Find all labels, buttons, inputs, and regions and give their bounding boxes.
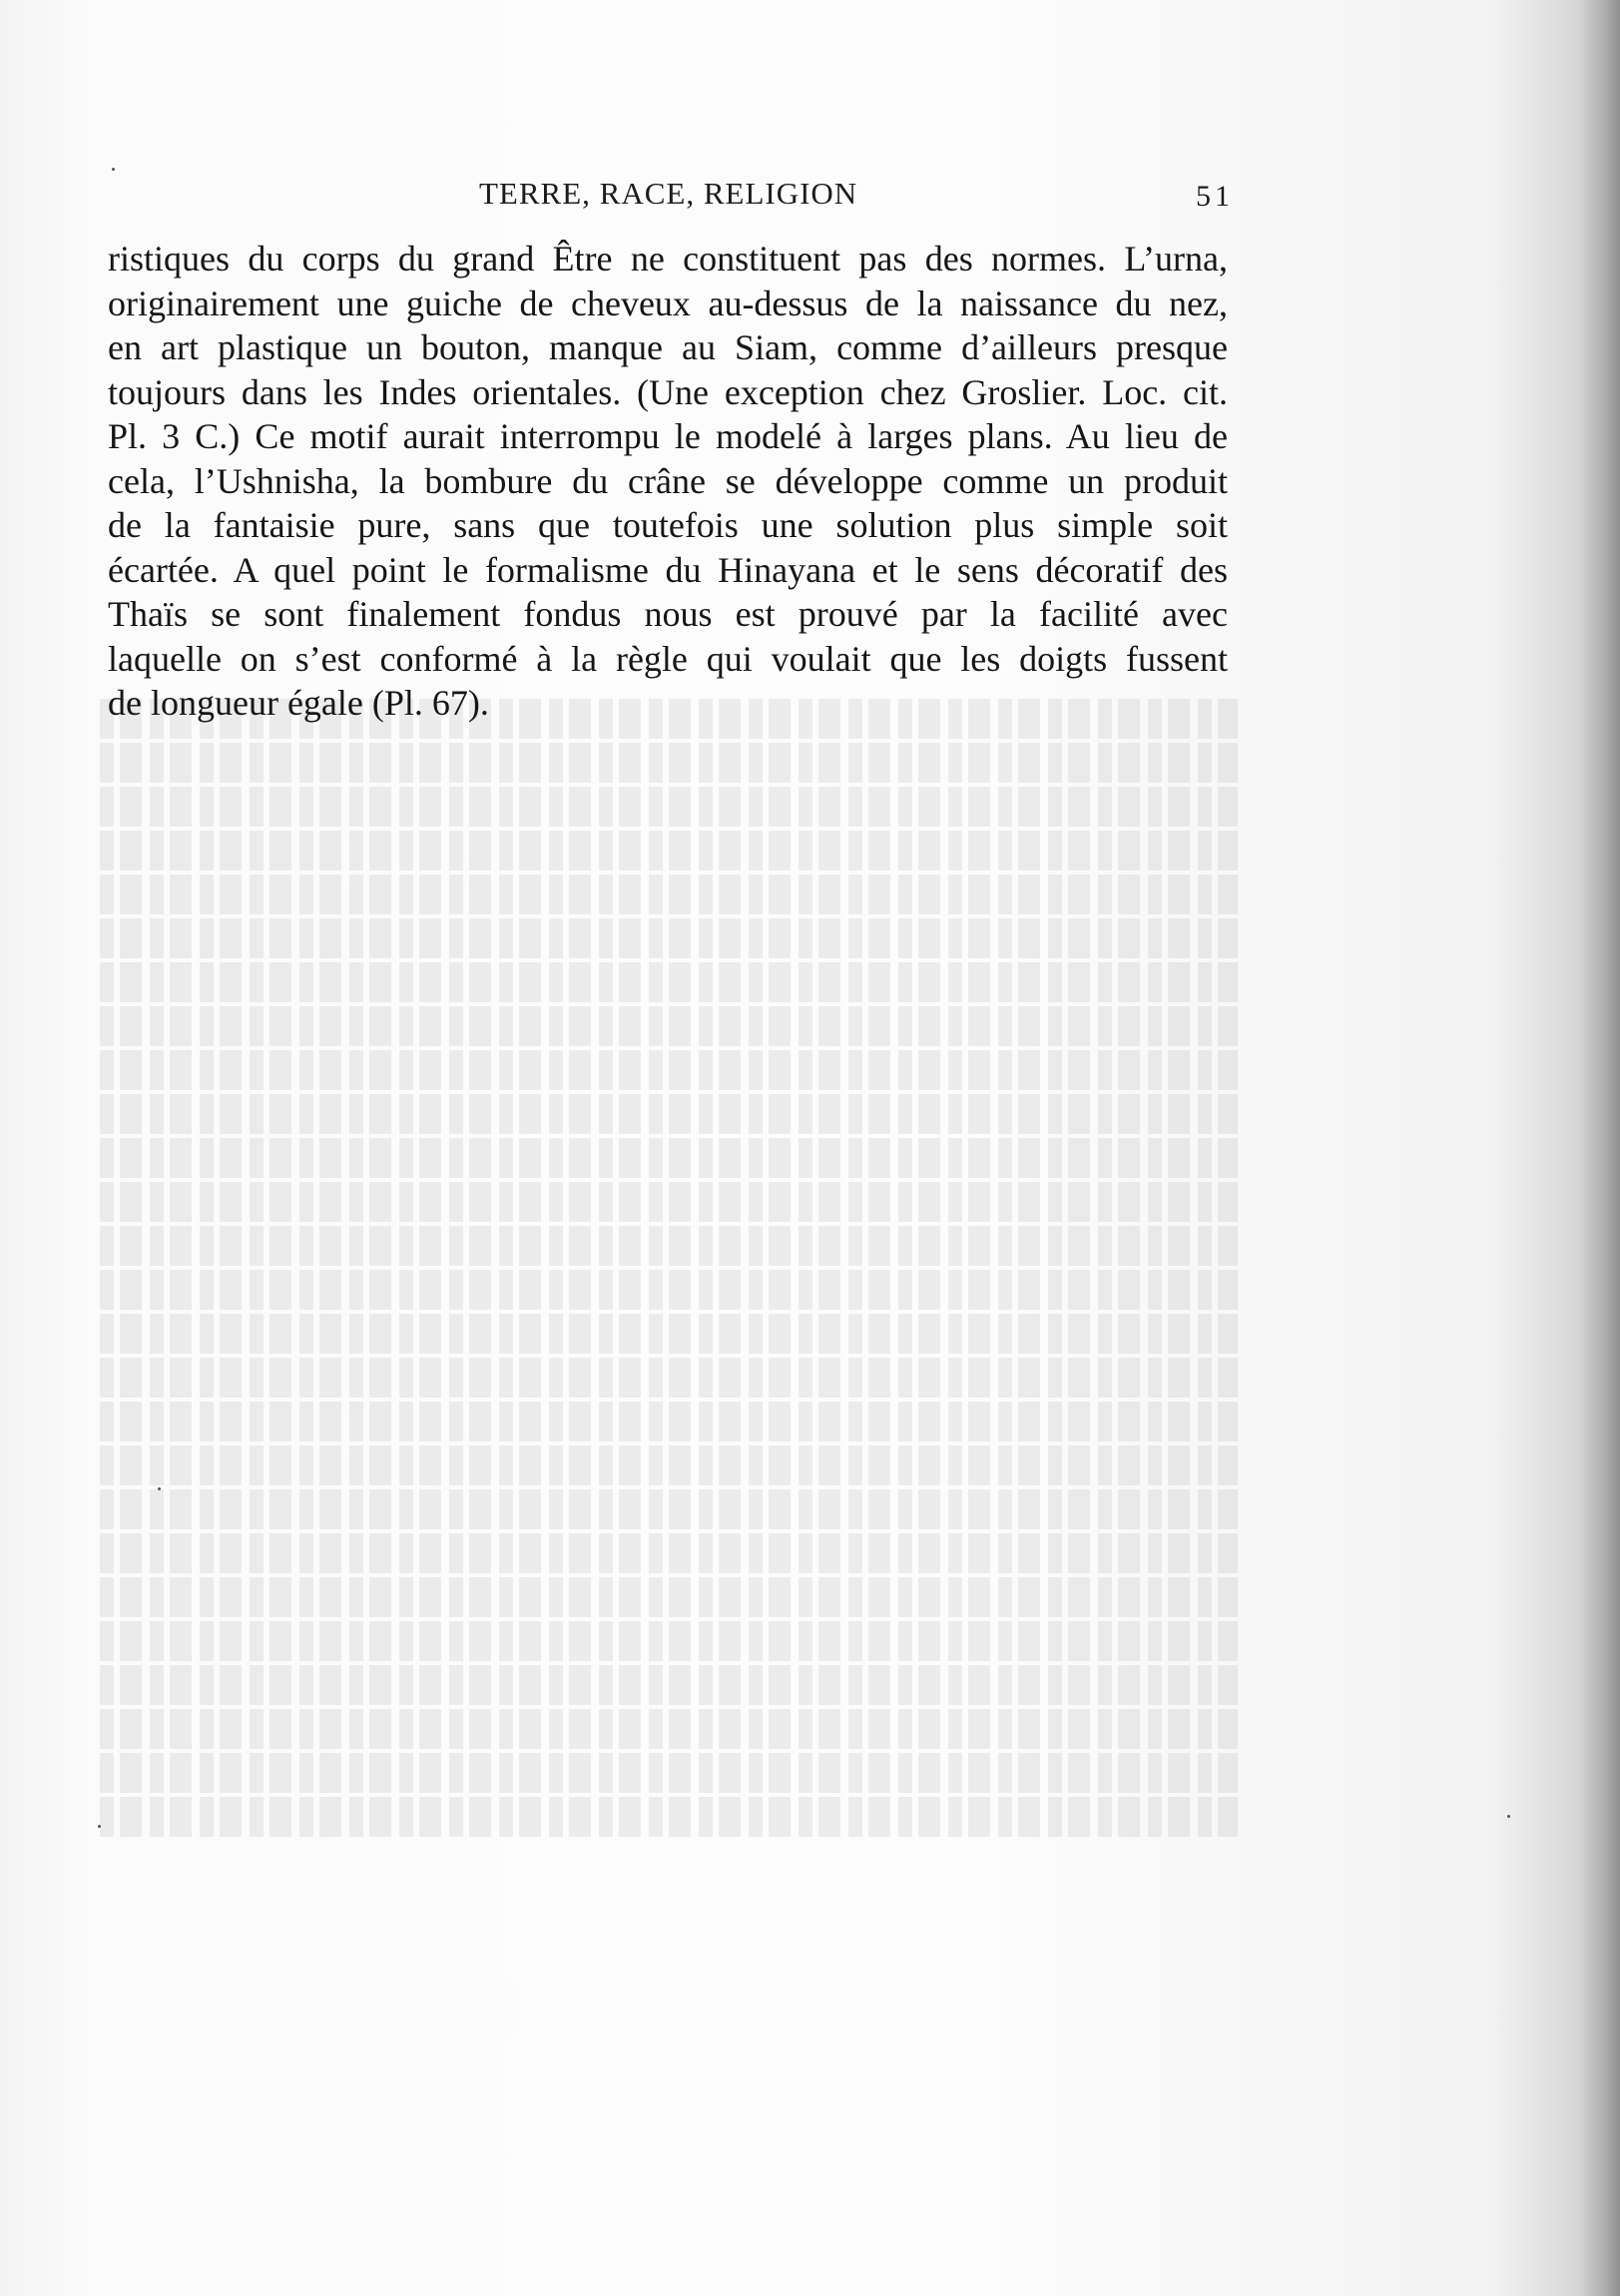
paper-speck — [1507, 1815, 1510, 1818]
text-line: de longueur égale (Pl. 67). — [108, 683, 489, 723]
page-edge-shadow — [1580, 0, 1620, 2296]
running-head: TERRE, RACE, RELIGION — [479, 176, 858, 211]
text-line: ristiques du corps du grand Être ne constituent pas des normes. L’urna, — [108, 239, 1228, 279]
paper-speck — [158, 1487, 161, 1490]
paper-speck — [98, 1825, 101, 1828]
text-line: de la fantaisie pure, sans que toutefois une solution plus simple soit — [108, 505, 1228, 545]
text-line: cela, l’Ushnisha, la bombure du crâne se développe comme un produit — [108, 460, 1228, 501]
text-line: laquelle on s’est conformé à la règle qui voulait que les doigts fussent — [108, 638, 1228, 679]
show-through-text — [100, 699, 1238, 1877]
text-line: en art plastique un bouton, manque au Siam, comme d’ailleurs presque — [108, 327, 1228, 367]
page-number: 51 — [1196, 180, 1234, 213]
text-line: écartée. A quel point le formalisme du Hinayana et le sens décoratif des — [108, 549, 1228, 590]
text-line: originairement une guiche de cheveux au-dessus de la naissance du nez, — [108, 283, 1228, 323]
text-line: Thaïs se sont finalement fondus nous est prouvé par la facilité avec — [108, 594, 1228, 634]
text-line: Pl. 3 C.) Ce motif aurait interrompu le modelé à larges plans. Au lieu de — [108, 416, 1228, 456]
text-line: toujours dans les Indes orientales. (Une exception chez Groslier. Loc. cit. — [108, 371, 1228, 412]
body-paragraph — [108, 237, 1228, 726]
paper-speck — [112, 168, 115, 171]
